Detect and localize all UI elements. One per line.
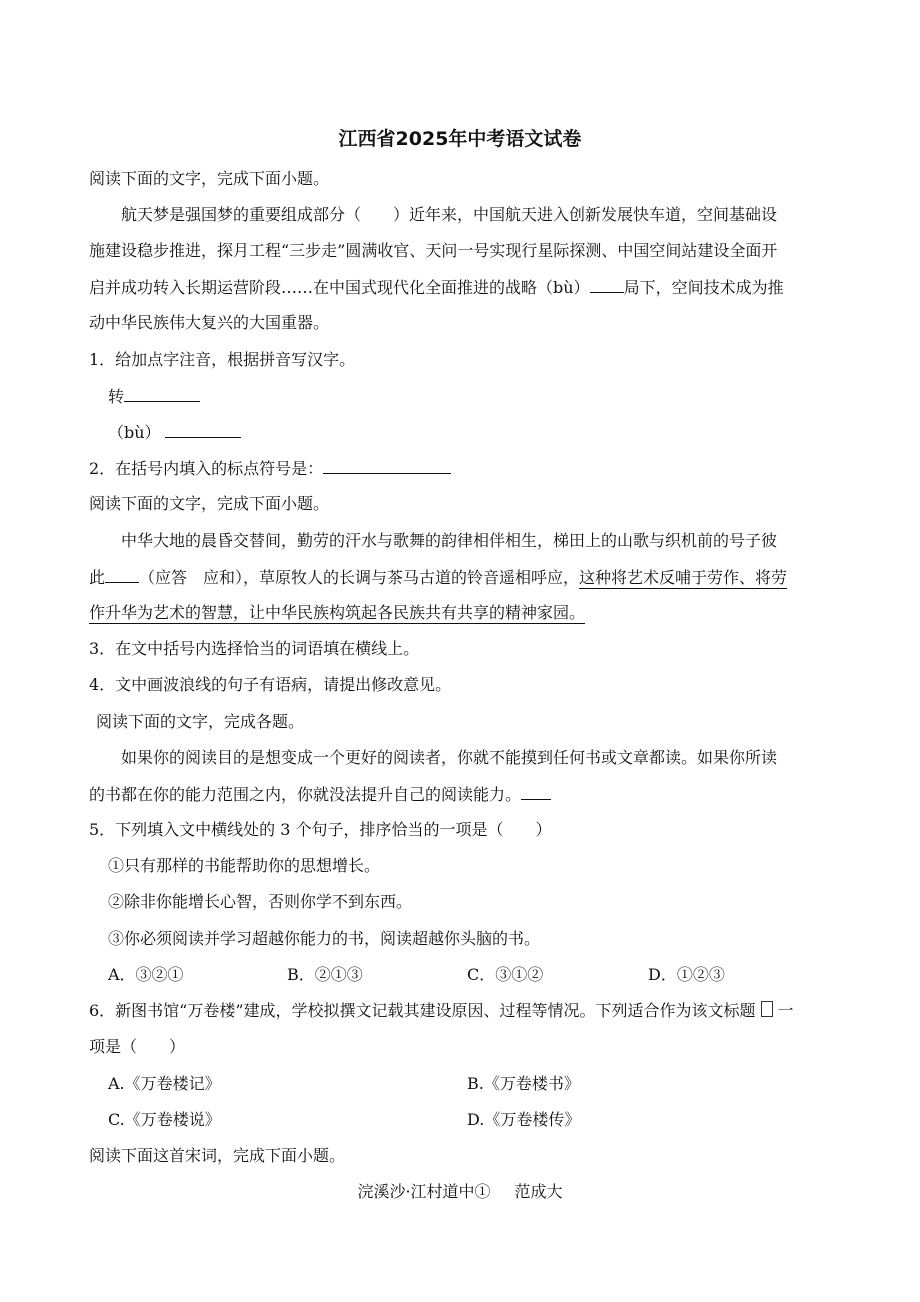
passage1-line1: 航天梦是强国梦的重要组成部分（ ）近年来，中国航天进入创新发展快车道，空间基础设 <box>121 205 778 224</box>
passage1-line2: 施建设稳步推进，探月工程“三步走”圆满收官、天问一号实现行星际探测、中国空间站建设全面开 <box>89 241 778 260</box>
passage2-line2 <box>89 566 787 589</box>
q1-item-a-label: 转 <box>108 387 125 406</box>
q1-item-a <box>108 385 200 408</box>
q1-answer-blank-a[interactable] <box>124 385 200 402</box>
passage3-line2 <box>89 783 551 806</box>
passage3-line1: 如果你的阅读目的是想变成一个更好的阅读者，你就不能摸到任何书或文章都读。如果你所读 <box>121 748 778 767</box>
passage1-line3-tail: 局下，空间技术成为推 <box>623 278 784 297</box>
section3-instruction: 阅读下面的文字，完成各题。 <box>96 712 305 731</box>
answer-blank[interactable] <box>590 276 624 293</box>
passage2-line1: 中华大地的晨昏交替间，勤劳的汗水与歌舞的韵律相伴相生，梯田上的山歌与织机前的号子彼 <box>121 531 778 550</box>
question-3: 3．在文中括号内选择恰当的词语填在横线上。 <box>89 639 420 658</box>
question-1: 1．给加点字注音，根据拼音写汉字。 <box>89 350 356 369</box>
answer-blank[interactable] <box>105 566 139 583</box>
question-6-line2: 项是（ ） <box>89 1037 186 1056</box>
q5-option-d[interactable]: D．①②③ <box>648 965 725 984</box>
passage2-line2-start: 此 <box>89 568 106 587</box>
wavy-underlined-sentence-cont: 作升华为艺术的智慧，让中华民族构筑起各民族共有共享的精神家园。 <box>89 603 586 622</box>
section2-instruction: 阅读下面的文字，完成下面小题。 <box>89 494 330 513</box>
q5-option-a[interactable]: A．③②① <box>108 965 184 984</box>
q2-answer-blank[interactable] <box>323 457 451 474</box>
question-4: 4．文中画波浪线的句子有语病，请提出修改意见。 <box>89 675 452 694</box>
passage3-line2-text: 的书都在你的能力范围之内，你就没法提升自己的阅读能力。 <box>89 785 522 804</box>
sentence-1: ①只有那样的书能帮助你的思想增长。 <box>108 856 381 875</box>
wavy-underlined-sentence: 这种将艺术反哺于劳作、将劳 <box>579 568 788 587</box>
q5-option-c[interactable]: C．③①② <box>467 965 544 984</box>
passage2-line3 <box>89 602 585 624</box>
passage1-line4: 动中华民族伟大复兴的大国重器。 <box>89 313 330 332</box>
q1-item-b <box>108 421 241 444</box>
sentence-3: ③你必须阅读并学习超越你能力的书，阅读超越你头脑的书。 <box>108 929 541 948</box>
poem-title: 浣溪沙·江村道中① <box>357 1182 491 1201</box>
question-2 <box>89 457 451 480</box>
section5-instruction: 阅读下面这首宋词，完成下面小题。 <box>89 1146 346 1165</box>
question-6-line1 <box>89 1000 794 1022</box>
page-title: 江西省2025年中考语文试卷 <box>338 128 582 150</box>
q5-option-b[interactable]: B．②①③ <box>287 965 363 984</box>
question-2-text: 2．在括号内填入的标点符号是： <box>89 459 324 478</box>
q1-item-b-label: （bù） <box>108 423 161 442</box>
section1-instruction: 阅读下面的文字，完成下面小题。 <box>89 169 330 188</box>
q6-option-b[interactable]: B.《万卷楼书》 <box>467 1074 580 1093</box>
poem-heading <box>0 1181 920 1203</box>
poem-author: 范成大 <box>514 1182 563 1201</box>
passage2-line2-mid: （应答 应和），草原牧人的长调与茶马古道的铃音遥相呼应， <box>139 568 580 587</box>
question-6-text: 6．新图书馆“万卷楼”建成，学校拟撰文记载其建设原因、过程等情况。下列适合作为该文标题 <box>89 1001 756 1020</box>
answer-blank[interactable] <box>521 783 551 800</box>
q6-option-a[interactable]: A.《万卷楼记》 <box>108 1074 221 1093</box>
passage1-line3 <box>89 276 784 299</box>
q6-option-d[interactable]: D.《万卷楼传》 <box>467 1110 581 1129</box>
question-6-text-end: 一 <box>777 1001 794 1020</box>
passage1-line3-text: 启并成功转入长期运营阶段……在中国式现代化全面推进的战略（bù） <box>89 278 590 297</box>
missing-glyph-box <box>761 1001 773 1017</box>
q6-option-c[interactable]: C.《万卷楼说》 <box>108 1110 221 1129</box>
q1-answer-blank-b[interactable] <box>165 421 241 438</box>
sentence-2: ②除非你能增长心智，否则你学不到东西。 <box>108 892 413 911</box>
question-5: 5．下列填入文中横线处的 3 个句子，排序恰当的一项是（ ） <box>89 820 552 839</box>
